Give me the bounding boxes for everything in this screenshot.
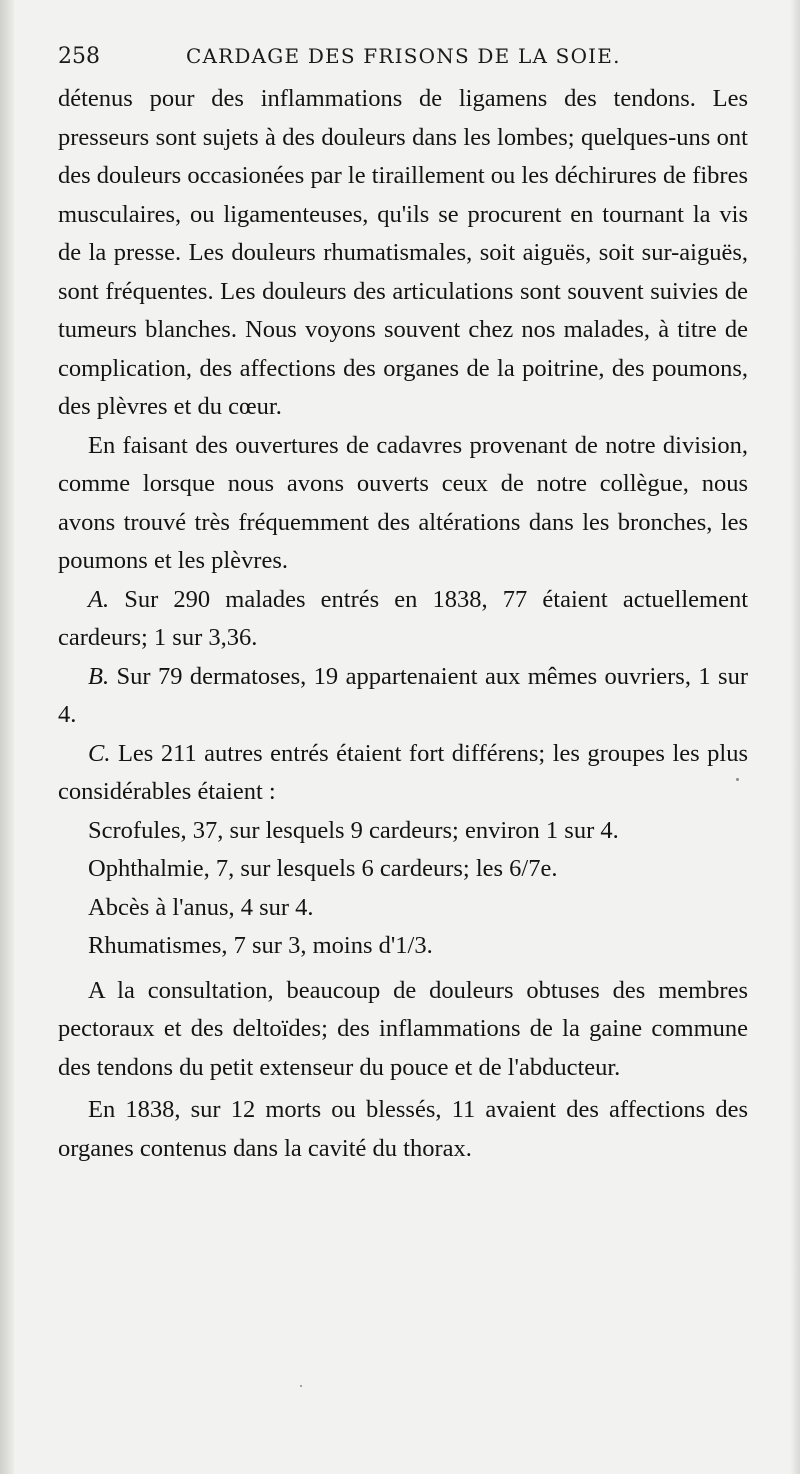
case-a [58,581,748,658]
print-speck [300,1385,302,1387]
case-b-tag: B. [88,662,110,690]
list-item: Ophthalmie, 7, sur lesquels 6 cardeurs; les 6/7e. [88,855,558,882]
paragraph-3: A la consultation, beaucoup de douleurs obtuses des membres pectoraux et des deltoïdes; des inflammations de la gaine commune des tendons du petit extenseur du pouce et de l'abducteur. [58,976,748,1081]
page-number: 258 [58,44,100,69]
running-title: CARDAGE DES FRISONS DE LA SOIE. [186,44,621,68]
case-a-text: Sur 290 malades entrés en 1838, 77 étaient actuellement cardeurs; 1 sur 3,36. [58,585,749,651]
case-b-text: Sur 79 dermatoses, 19 appartenaient aux mêmes ouvriers, 1 sur 4. [58,662,748,728]
print-speck [736,778,739,781]
page-left-edge-shadow [0,0,14,1474]
groups-list [58,812,748,966]
list-item: Rhumatismes, 7 sur 3, moins d'1/3. [88,932,433,959]
case-c [58,735,748,812]
case-b [58,658,748,735]
paragraph-4: En 1838, sur 12 morts ou blessés, 11 avaient des affections des organes contenus dans la cavité du thorax. [58,1096,748,1162]
page-right-edge-shadow [790,0,800,1474]
paragraph-2: En faisant des ouvertures de cadavres provenant de notre division, comme lorsque nous avons ouverts ceux de notre collègue, nous avons trouvé très fréquemment des altérations dans les bronches, les poumons et les plèvres. [58,431,748,574]
list-item: Scrofules, 37, sur lesquels 9 cardeurs; environ 1 sur 4. [88,816,619,844]
list-item: Abcès à l'anus, 4 sur 4. [88,893,314,921]
case-c-text: Les 211 autres entrés étaient fort différens; les groupes les plus considérables étaient : [58,739,749,805]
case-c-tag: C. [88,739,111,767]
page-header [58,38,748,78]
paragraph-1: détenus pour des inflammations de ligamens des tendons. Les presseurs sont sujets à des douleurs dans les lombes; quelques-uns ont des douleurs occasionées par le tiraillement ou les déchirures de fibres musculaires, ou ligamenteuses, qu'ils se procurent en tournant la vis de la presse. Les douleurs rhumatismales, soit aiguës, soit sur-aiguës, sont fréquentes. Les douleurs des articulations sont souvent suivies de tumeurs blanches. Nous voyons souvent chez nos malades, à titre de complication, des affections des organes de la poitrine, des poumons, des plèvres et du cœur. [58,85,748,420]
page-body [58,80,748,1168]
case-a-tag: A. [88,585,110,613]
